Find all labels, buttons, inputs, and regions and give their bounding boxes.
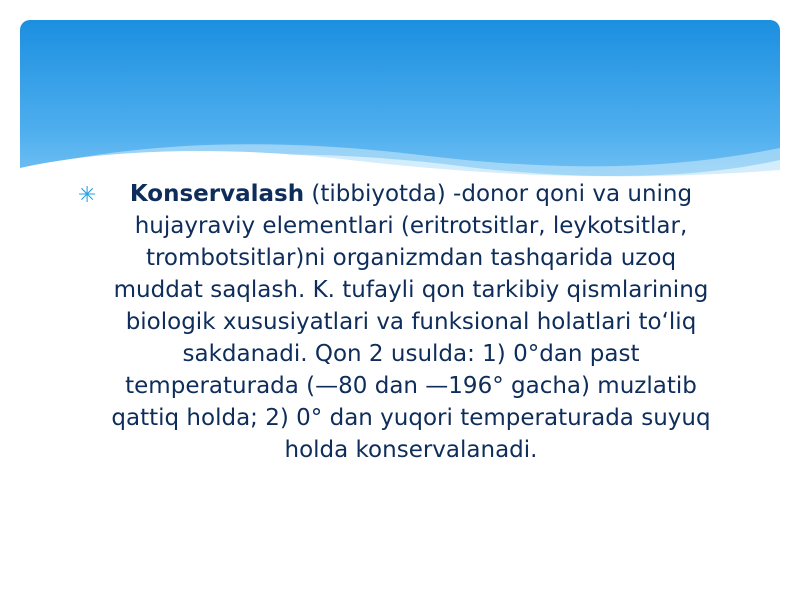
term-bold: Konservalash <box>129 181 305 207</box>
bullet-paragraph <box>98 178 724 466</box>
bullet-item <box>74 178 724 466</box>
content-area <box>74 178 724 466</box>
asterisk-bullet-icon: ✳ <box>78 183 97 208</box>
definition-text: (tibbiyotda) -donor qoni va uning hujayraviy elementlari (eritrotsitlar, leykotsitlar, trombotsitlar)ni organizmdan tashqarida uzoq muddat saqlash. K. tufayli qon tarkibiy qismlarining biologik xususiyatlari va funksional holatlari toʻliq sakdanadi. Qon 2 usulda: 1) 0°dan past temperaturada (—80 dan —196° gacha) muzlatib qattiq holda; 2) 0° dan yuqori temperaturada suyuq holda konservalanadi. <box>111 181 711 463</box>
